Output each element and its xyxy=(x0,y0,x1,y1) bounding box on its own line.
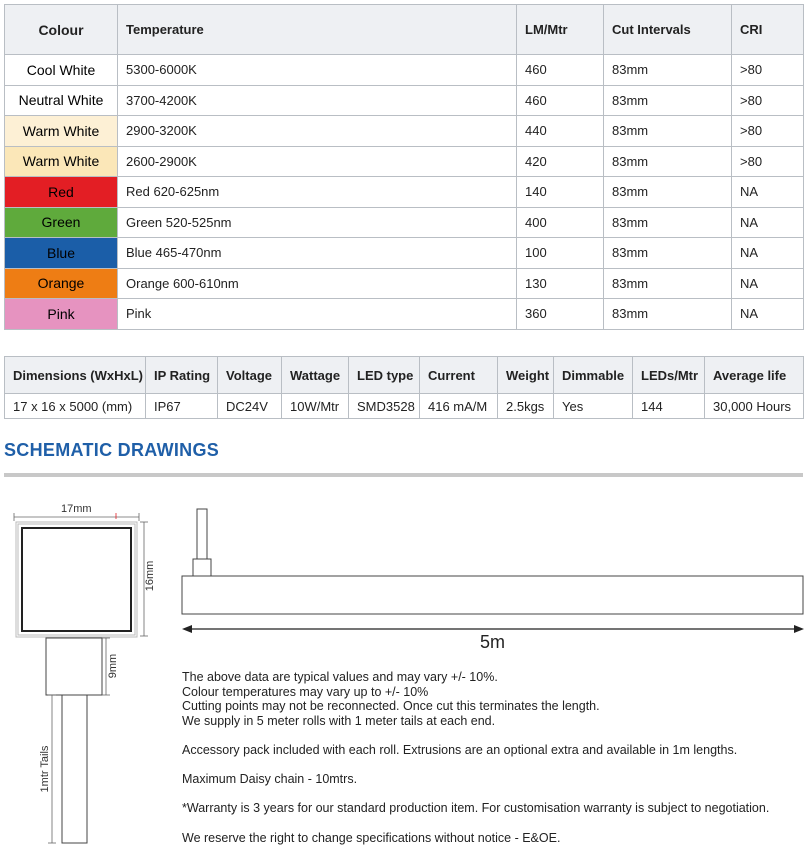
temperature-cell: 2900-3200K xyxy=(118,116,517,147)
spec-header: Current xyxy=(420,357,498,394)
colour-swatch-cell: Warm White xyxy=(5,146,118,177)
colour-header: Colour xyxy=(5,5,118,55)
spec-header: Wattage xyxy=(282,357,349,394)
cut-interval-cell: 83mm xyxy=(604,177,732,208)
spec-header: IP Rating xyxy=(146,357,218,394)
spec-value: 416 mA/M xyxy=(420,394,498,419)
table-row xyxy=(5,146,804,177)
spec-value: SMD3528 xyxy=(349,394,420,419)
lm-cell: 100 xyxy=(517,238,604,269)
spec-value: Yes xyxy=(554,394,633,419)
temperature-cell: 3700-4200K xyxy=(118,85,517,116)
cri-cell: NA xyxy=(732,207,804,238)
lm-cell: 360 xyxy=(517,299,604,330)
temperature-cell: Red 620-625nm xyxy=(118,177,517,208)
notes-block xyxy=(182,670,782,845)
colour-swatch-cell: Neutral White xyxy=(5,85,118,116)
table-row xyxy=(5,238,804,269)
temperature-header: Temperature xyxy=(118,5,517,55)
lm-cell: 440 xyxy=(517,116,604,147)
note-line: Cutting points may not be reconnected. Once cut this terminates the length. xyxy=(182,699,600,714)
cut-interval-cell: 83mm xyxy=(604,299,732,330)
temperature-cell: Blue 465-470nm xyxy=(118,238,517,269)
colour-swatch-cell: Pink xyxy=(5,299,118,330)
cri-header: CRI xyxy=(732,5,804,55)
tails-length-label: 1mtr Tails xyxy=(39,745,51,793)
temperature-cell: Orange 600-610nm xyxy=(118,268,517,299)
width-dimension-label: 17mm xyxy=(61,503,92,515)
lm-cell: 140 xyxy=(517,177,604,208)
lm-cell: 460 xyxy=(517,85,604,116)
spec-header: Dimensions (WxHxL) xyxy=(5,357,146,394)
warranty-note: *Warranty is 3 years for our standard production item. For customisation warranty is subject to negotiation. xyxy=(182,801,770,816)
cable-tail xyxy=(46,638,110,843)
spec-header: LED type xyxy=(349,357,420,394)
lm-cell: 460 xyxy=(517,55,604,86)
cri-cell: >80 xyxy=(732,55,804,86)
strip-side-view xyxy=(182,509,803,614)
colour-swatch-cell: Cool White xyxy=(5,55,118,86)
section-divider xyxy=(4,473,803,477)
cut-interval-cell: 83mm xyxy=(604,116,732,147)
note-line: The above data are typical values and may vary +/- 10%. xyxy=(182,670,498,684)
lm-cell: 400 xyxy=(517,207,604,238)
colour-swatch-cell: Red xyxy=(5,177,118,208)
spec-header: Voltage xyxy=(218,357,282,394)
temperature-cell: Green 520-525nm xyxy=(118,207,517,238)
lm-cell: 130 xyxy=(517,268,604,299)
cri-cell: >80 xyxy=(732,116,804,147)
cri-cell: >80 xyxy=(732,85,804,116)
profile-cross-section xyxy=(14,513,148,637)
spec-header: Weight xyxy=(498,357,554,394)
table-row xyxy=(5,207,804,238)
cut-interval-cell: 83mm xyxy=(604,268,732,299)
lm-header: LM/Mtr xyxy=(517,5,604,55)
product-spec-table xyxy=(4,356,804,419)
cut-intervals-header: Cut Intervals xyxy=(604,5,732,55)
cut-interval-cell: 83mm xyxy=(604,146,732,177)
cri-cell: NA xyxy=(732,238,804,269)
cut-interval-cell: 83mm xyxy=(604,238,732,269)
spec-header: Average life xyxy=(705,357,804,394)
accessory-note: Accessory pack included with each roll. Extrusions are an optional extra and available in 1m lengths. xyxy=(182,742,738,757)
spec-value: 2.5kgs xyxy=(498,394,554,419)
table-row xyxy=(5,299,804,330)
table-row xyxy=(5,55,804,86)
temperature-cell: 5300-6000K xyxy=(118,55,517,86)
colour-swatch-cell: Blue xyxy=(5,238,118,269)
tail-height-dimension-label: 9mm xyxy=(107,653,119,679)
cri-cell: NA xyxy=(732,299,804,330)
spec-value: IP67 xyxy=(146,394,218,419)
table-row xyxy=(5,116,804,147)
spec-header: Dimmable xyxy=(554,357,633,394)
spec-header-row xyxy=(5,357,804,394)
colour-swatch-cell: Green xyxy=(5,207,118,238)
cri-cell: NA xyxy=(732,177,804,208)
strip-length-label: 5m xyxy=(480,632,506,652)
colour-swatch-cell: Orange xyxy=(5,268,118,299)
table-row xyxy=(5,177,804,208)
section-title: SCHEMATIC DRAWINGS xyxy=(4,440,220,460)
temperature-cell: Pink xyxy=(118,299,517,330)
cut-interval-cell: 83mm xyxy=(604,55,732,86)
cut-interval-cell: 83mm xyxy=(604,85,732,116)
cri-cell: NA xyxy=(732,268,804,299)
spec-value: 30,000 Hours xyxy=(705,394,804,419)
colour-swatch-cell: Warm White xyxy=(5,116,118,147)
spec-value: 144 xyxy=(633,394,705,419)
spec-value-row xyxy=(5,394,804,419)
spec-header: LEDs/Mtr xyxy=(633,357,705,394)
spec-value: DC24V xyxy=(218,394,282,419)
table-row xyxy=(5,85,804,116)
cut-interval-cell: 83mm xyxy=(604,207,732,238)
note-line: Colour temperatures may vary up to +/- 10% xyxy=(182,684,429,699)
colour-table-header-row xyxy=(5,5,804,55)
height-dimension-label: 16mm xyxy=(144,560,156,592)
table-row xyxy=(5,268,804,299)
note-line: We supply in 5 meter rolls with 1 meter tails at each end. xyxy=(182,713,496,728)
temperature-cell: 2600-2900K xyxy=(118,146,517,177)
reserve-note: We reserve the right to change specifications without notice - E&OE. xyxy=(182,830,561,845)
daisy-chain-note: Maximum Daisy chain - 10mtrs. xyxy=(182,772,358,787)
cri-cell: >80 xyxy=(732,146,804,177)
spec-value: 17 x 16 x 5000 (mm) xyxy=(5,394,146,419)
colour-spec-table xyxy=(4,4,804,330)
spec-value: 10W/Mtr xyxy=(282,394,349,419)
lm-cell: 420 xyxy=(517,146,604,177)
